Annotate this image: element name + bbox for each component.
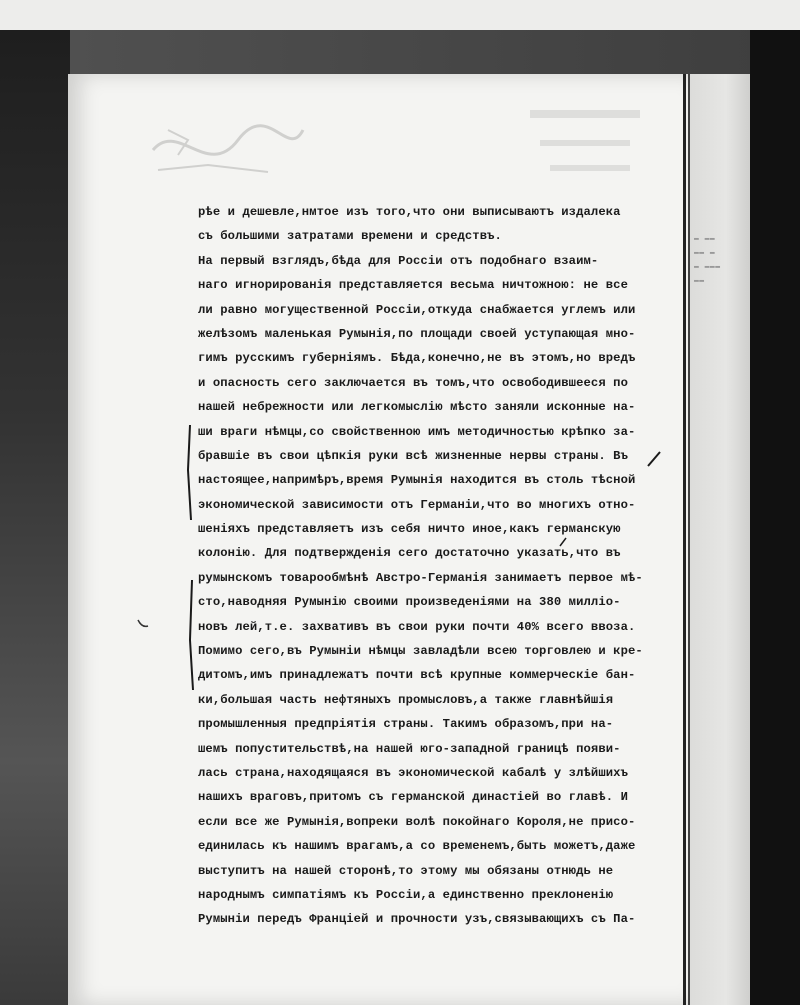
text-line: шенiяхъ представляетъ изъ себя ничто иное,какъ германскую: [198, 522, 621, 537]
text-line: нашихъ враговъ,притомъ съ германской династiей во главѣ. И: [198, 790, 628, 805]
text-line: промышленныя предпрiятiя страны. Такимъ образомъ,при на-: [198, 717, 614, 732]
text-line: румынскомъ товарообмѣнѣ Австро-Германiя занимаетъ первое мѣ-: [198, 570, 643, 585]
text-line: лась страна,находящаяся въ экономической кабалѣ у злѣйшихъ: [198, 765, 628, 780]
text-line: выступитъ на нашей сторонѣ,то этому мы обязаны отнюдь не: [198, 863, 614, 878]
text-line: ши враги нѣмцы,со свойственною имъ методичностью крѣпко за-: [198, 424, 636, 439]
text-line: сто,наводняя Румынiю своими произведенiями на 380 миллiо-: [198, 595, 621, 610]
text-line: колонiю. Для подтвержденiя сего достаточно указать,что въ: [198, 546, 621, 561]
text-line: бравшiе въ свои цѣпкiя руки всѣ жизненные нервы страны. Въ: [198, 448, 628, 463]
text-line: наго игнорированiя представляется весьма ничтожною: не все: [198, 278, 628, 293]
text-line: съ большими затратами времени и средствъ.: [198, 229, 502, 244]
text-line: гимъ русскимъ губернiямъ. Бѣда,конечно,не въ этомъ,но вредъ: [198, 351, 636, 366]
text-line: дитомъ,имъ принадлежатъ почти всѣ крупные коммерческiе бан-: [198, 668, 636, 683]
typewritten-text: [198, 200, 688, 932]
text-line: шемъ попустительствѣ,на нашей юго-западной границѣ появи-: [198, 741, 621, 756]
film-top-margin: [0, 0, 800, 30]
text-line: рѣе и дешевле,нмтое изъ того,что они выписываютъ издалека: [198, 205, 621, 219]
text-line: новъ лей,т.е. захвативъ въ свои руки почти 40% всего ввоза.: [198, 619, 636, 634]
film-right-edge: [750, 30, 800, 1005]
text-line: если все же Румынiя,вопреки волѣ покойнаго Короля,не присо-: [198, 814, 636, 829]
text-line: ки,большая часть нефтяныхъ промысловъ,а также главнѣйшiя: [198, 692, 614, 707]
adjacent-page-strip: [690, 74, 750, 1005]
film-left-edge: [0, 30, 70, 1005]
text-line: настоящее,напримѣръ,время Румынiя находится въ столь тѣсной: [198, 473, 636, 488]
text-line: нашей небрежности или легкомыслiю мѣсто заняли исконные на-: [198, 400, 636, 415]
text-line: желѣзомъ маленькая Румынiя,по площади своей уступающая мно-: [198, 326, 636, 341]
faded-header-mark: [520, 100, 660, 190]
text-line: На первый взглядъ,бѣда для Россiи отъ подобнаго взаим-: [198, 253, 599, 268]
text-line: и опасность сего заключается въ томъ,что освободившееся по: [198, 375, 628, 390]
text-line: народнымъ симпатiямъ къ Россiи,а единственно преклоненiю: [198, 887, 614, 902]
text-line: Помимо сего,въ Румынiи нѣмцы завладѣли всею торговлею и кре-: [198, 644, 643, 659]
text-line: ли равно могущественной Россiи,откуда снабжается углемъ или: [198, 302, 636, 317]
text-line: Румынiи передъ Францiей и прочности узъ,связывающихъ съ Па-: [198, 912, 636, 927]
text-line: экономической зависимости отъ Германiи,что во многихъ отно-: [198, 497, 636, 512]
adjacent-page-text: ▬ ▬▬ ▬▬ ▬ ▬ ▬▬▬ ▬▬: [694, 234, 721, 285]
text-line: единилась къ нашимъ врагамъ,а со временемъ,быть можетъ,даже: [198, 839, 636, 854]
faded-stamp-mark: [148, 110, 308, 190]
